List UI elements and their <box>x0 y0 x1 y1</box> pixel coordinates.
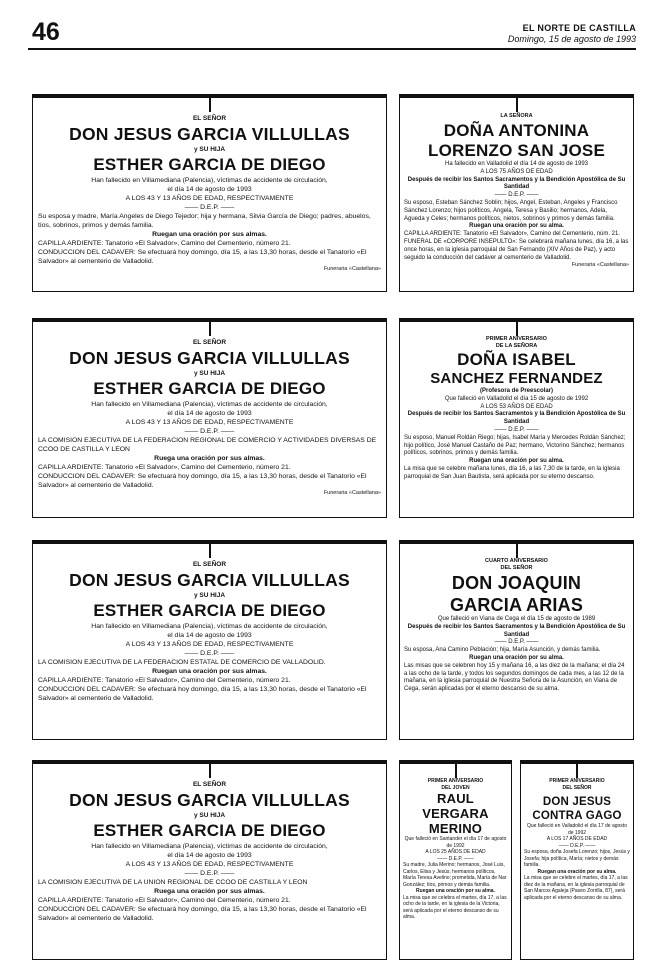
relation-label: y SU HIJA <box>193 812 226 819</box>
cross-icon <box>202 94 218 112</box>
family-text: Su esposo, Esteban Sánchez Soblin; hijos, Angel, Esteban, Angeles y Francisco Sánchez Lorenzo; hijos políticos, Angela, Teresa y Basilio; hermanos, Adela, Agueda y Celes; hermanos políticos, nietos, sobrinos y primos y demás familia. <box>404 199 618 222</box>
family-text: LA COMISION EJECUTIVA DE LA FEDERACION ESTATAL DE COMERCIO DE VALLADOLID. <box>38 659 326 666</box>
deceased-name: RAUL <box>437 791 474 806</box>
notice-label: EL SEÑOR <box>192 115 227 122</box>
death-date: el día 14 de agosto de 1993 <box>167 632 252 639</box>
deceased-surname: CONTRA GAGO <box>532 810 622 822</box>
death-line: Han fallecido en Villamediana (Palencia), víctimas de accidente de circulación, <box>91 177 328 184</box>
deceased-name: DON JESUS GARCIA VILLULLAS <box>69 348 350 368</box>
dep: —— D.E.P. —— <box>184 204 235 211</box>
funeral-home: Funeraria «Castellana» <box>323 490 381 496</box>
prayer-request: Ruegan una oración por su alma. <box>469 223 564 230</box>
death-date: el día 14 de agosto de 1993 <box>167 410 252 417</box>
issue-date: Domingo, 15 de agosto de 1993 <box>507 34 636 44</box>
deceased-name: DON JESUS GARCIA VILLULLAS <box>69 124 350 144</box>
chapel-info: CAPILLA ARDIENTE: Tanatorio «El Salvador», Camino del Cementerio, número 21. <box>38 240 291 247</box>
funeral-home: Funeraria «Castellana» <box>323 266 381 272</box>
deceased-name: DOÑA ANTONINA <box>443 121 590 140</box>
obituary-left-1 <box>32 94 387 292</box>
age: A LOS 17 AÑOS DE EDAD <box>546 836 608 842</box>
dep: —— D.E.P. —— <box>558 842 596 849</box>
chapel-info: CAPILLA ARDIENTE: Tanatorio «El Salvador», Camino del Cementerio, número 21. <box>38 464 291 471</box>
notice-label: EL SEÑOR <box>192 781 227 788</box>
ages: A LOS 43 Y 13 AÑOS DE EDAD, RESPECTIVAMENTE <box>125 861 294 868</box>
obituary-left-2 <box>32 318 387 518</box>
conduction-info: CONDUCCION DEL CADAVER: Se efectuará hoy domingo, día 15, a las 13,30 horas, desde el Tanatorio «El Salvador» al cementerio de Valladolid. <box>38 906 367 922</box>
obituary-right-5 <box>520 760 634 960</box>
obituary-left-3 <box>32 540 387 740</box>
chapel-info: CAPILLA ARDIENTE: Tanatorio «El Salvador», Camino del Cementerio, núm. 21. <box>404 231 620 238</box>
page-number: 46 <box>32 18 60 46</box>
chapel-info: CAPILLA ARDIENTE: Tanatorio «El Salvador», Camino del Cementerio, número 21. <box>38 897 291 904</box>
relation-label: y SU HIJA <box>193 370 226 377</box>
anniversary-label: PRIMER ANIVERSARIO <box>427 778 484 784</box>
ages: A LOS 43 Y 13 AÑOS DE EDAD, RESPECTIVAMENTE <box>125 641 294 648</box>
prayer-request: Ruegan una oración por su alma. <box>416 888 495 894</box>
obituary-right-3 <box>399 540 634 740</box>
cross-icon <box>509 94 525 112</box>
deceased-name: DON JESUS <box>542 796 612 808</box>
deceased-name-2: ESTHER GARCIA DE DIEGO <box>93 821 326 840</box>
ages: A LOS 43 Y 13 AÑOS DE EDAD, RESPECTIVAMENTE <box>125 195 294 202</box>
notice-label: EL SEÑOR <box>192 339 227 346</box>
deceased-surname-1: VERGARA <box>422 806 489 821</box>
notice-label: DEL JOVEN <box>441 784 470 791</box>
sacraments: Después de recibir los Santos Sacramentos y la Bendición Apostólica de Su Santidad <box>407 176 626 191</box>
deceased-name-2: ESTHER GARCIA DE DIEGO <box>93 379 326 398</box>
sacraments: Después de recibir los Santos Sacramentos y la Bendición Apostólica de Su Santidad <box>407 623 626 638</box>
family-text: LA COMISION EJECUTIVA DE LA FEDERACION REGIONAL DE COMERCIO Y ACTIVIDADES DIVERSAS DE CCOO DE CASTILLA Y LEON <box>38 437 377 453</box>
deceased-surname: SANCHEZ FERNANDEZ <box>430 370 603 387</box>
prayer-request: Ruega una oración por sus almas. <box>154 455 265 462</box>
cross-icon <box>202 540 218 558</box>
prayer-request: Ruegan una oración por su alma. <box>537 868 617 875</box>
deceased-surname: LORENZO SAN JOSE <box>427 141 605 160</box>
death-line: Que falleció en Viana de Cega el día 15 de agosto de 1989 <box>437 616 596 622</box>
cross-icon <box>569 760 585 778</box>
relation-label: y SU HIJA <box>193 592 226 599</box>
death-date: el día 14 de agosto de 1993 <box>167 852 252 859</box>
obituary-left-4 <box>32 760 387 960</box>
family-text: LA COMISION EJECUTIVA DE LA UNION REGIONAL DE CCOO DE CASTILLA Y LEON <box>38 879 308 886</box>
mass-info: La misa que se celebre el martes, día 17, a las diez de la mañana, en la iglesia parroquial de San Marcos Agaleja (Paseo Zorrilla, 87), será aplicada por el eterno descanso de su alma. <box>524 875 628 901</box>
age: A LOS 25 AÑOS DE EDAD <box>425 849 486 855</box>
dep: —— D.E.P. —— <box>184 428 235 435</box>
conduction-info: CONDUCCION DEL CADAVER: Se efectuará hoy domingo, día 15, a las 13,30 horas, desde el Tanatorio «El Salvador» al cementerio de Valladolid. <box>38 473 367 489</box>
deceased-name: DON JESUS GARCIA VILLULLAS <box>69 570 350 590</box>
family-text: Su esposa, doña Josefa Lorenzo; hijos, Jesús y Josefa; hija política, María; nietos y demás familia. <box>524 849 630 868</box>
cross-icon <box>509 318 525 336</box>
dep: —— D.E.P. —— <box>437 855 474 862</box>
newspaper-name: EL NORTE DE CASTILLA <box>522 23 636 33</box>
prayer-request: Ruegan una oración por sus almas. <box>152 231 267 238</box>
deceased-name-2: ESTHER GARCIA DE DIEGO <box>93 601 326 620</box>
conduction-info: CONDUCCION DEL CADAVER: Se efectuará hoy domingo, día 15, a las 13,30 horas, desde el Tanatorio «El Salvador» al cementerio de Valladolid. <box>38 686 367 702</box>
notice-label: DEL SEÑOR <box>562 784 592 791</box>
obituary-right-4 <box>399 760 512 960</box>
mass-info: La misa que se celebre mañana lunes, día 16, a las 7,30 de la tarde, en la iglesia parroquial de San Juan Bautista, será aplicada por su eterno descanso. <box>404 465 620 480</box>
death-line: Ha fallecido en Valladolid el día 14 de agosto de 1993 <box>445 161 588 167</box>
cross-icon <box>448 760 464 778</box>
mass-info: La misa que se celebra el martes, día 17, a las ocho de la tarde, en la iglesia de la Victoria, será aplicada por el eterno descanso de su alma. <box>403 894 507 920</box>
deceased-surname: GARCIA ARIAS <box>449 595 584 615</box>
cross-icon <box>202 760 218 778</box>
prayer-request: Ruegan una oración por su alma. <box>469 654 564 661</box>
dep: —— D.E.P. —— <box>184 870 235 877</box>
family-text: Su esposa y madre, María Angeles de Diego Tejedor; hija y hermana, Silvia García de Diego; padres, abuelos, tíos, sobrinos, primos y demás familia. <box>38 213 371 229</box>
obituary-right-2 <box>399 318 634 518</box>
cross-icon <box>202 318 218 336</box>
death-line: Han fallecido en Villamediana (Palencia), víctimas de accidente de circulación, <box>91 623 328 630</box>
anniversary-label: PRIMER ANIVERSARIO <box>486 336 547 342</box>
deceased-name: DON JOAQUIN <box>451 573 582 593</box>
death-line: Han fallecido en Villamediana (Palencia), víctimas de accidente de circulación, <box>91 843 328 850</box>
obituary-right-1 <box>399 94 634 292</box>
prayer-request: Ruegan una oración por sus almas. <box>152 668 267 675</box>
death-line: Que falleció en Valladolid el día 15 de agosto de 1992 <box>444 395 589 402</box>
anniversary-label: PRIMER ANIVERSARIO <box>549 778 605 784</box>
deceased-name: DON JESUS GARCIA VILLULLAS <box>69 790 350 810</box>
profession: (Profesora de Preescolar) <box>479 388 554 394</box>
mass-info: Las misas que se celebren hoy 15 y mañana 16, a las diez de la mañana; el día 24 a las ocho de la tarde, y todos los segundos domingos de cada mes, a las 12 de la mañana, en la iglesia parroquial de Nuestra Señora de la Asunción, en Viana de Cega, serán aplicadas por el eterno descanso de su alma. <box>404 662 625 693</box>
family-text: Su madre, Julia Merino; hermanos, José Luis, Carlos, Elisa y Jesús; hermanos políticos, María Teresa Avelino; prometida, María de Nar González; tíos, primos y demás familia. <box>403 862 507 888</box>
dep: —— D.E.P. —— <box>184 650 235 657</box>
cross-icon <box>509 540 525 558</box>
conduction-info: CONDUCCION DEL CADAVER: Se efectuará hoy domingo, día 15, a las 13,30 horas, desde el Tanatorio «El Salvador» al cementerio de Valladolid. <box>38 249 367 265</box>
age: A LOS 53 AÑOS DE EDAD <box>480 403 553 410</box>
family-text: Su esposa, Ana Camino Peblación; hija, María Asunción, y demás familia. <box>404 647 601 654</box>
death-line: Que falleció en Santander el día 17 de agosto de 1992 <box>404 836 507 849</box>
funeral-home: Funeraria «Castellana» <box>571 262 629 269</box>
chapel-info: CAPILLA ARDIENTE: Tanatorio «El Salvador», Camino del Cementerio, número 21. <box>38 677 291 684</box>
funeral-mass: FUNERAL DE «CORPORE INSEPULTO»: Se celebrará mañana lunes, día 16, a las once horas, en la iglesia parroquial de San Fernando (XIV Años de Paz), y acto seguido la conducción del cadáver al cementerio de Valladolid. <box>404 238 629 261</box>
death-line: Han fallecido en Villamediana (Palencia), víctimas de accidente de circulación, <box>91 401 328 408</box>
notice-label: EL SEÑOR <box>192 561 227 568</box>
sacraments: Después de recibir los Santos Sacramentos y la Bendición Apostólica de Su Santidad <box>407 411 626 426</box>
notice-label: LA SEÑORA <box>500 113 533 119</box>
anniversary-label: CUARTO ANIVERSARIO <box>485 558 548 564</box>
relation-label: y SU HIJA <box>193 146 226 153</box>
page-header <box>28 18 636 50</box>
ages: A LOS 43 Y 13 AÑOS DE EDAD, RESPECTIVAMENTE <box>125 419 294 426</box>
death-date: el día 14 de agosto de 1993 <box>167 186 252 193</box>
deceased-surname-2: MERINO <box>428 821 483 836</box>
prayer-request: Ruega una oración por sus almas. <box>154 888 265 895</box>
dep: —— D.E.P. —— <box>494 192 539 199</box>
age: A LOS 75 AÑOS DE EDAD <box>480 168 553 175</box>
death-line: Que falleció en Valladolid el día 17 de agosto de 1992 <box>527 823 627 836</box>
notice-label: DE LA SEÑORA <box>495 343 538 349</box>
notice-label: DEL SEÑOR <box>500 565 533 571</box>
deceased-name-2: ESTHER GARCIA DE DIEGO <box>93 155 326 174</box>
dep: —— D.E.P. —— <box>494 426 539 433</box>
prayer-request: Ruegan una oración por su alma. <box>469 458 564 465</box>
dep: —— D.E.P. —— <box>494 639 539 646</box>
deceased-name: DOÑA ISABEL <box>457 350 576 369</box>
family-text: Su esposo, Manuel Roldán Riego; hijas, Isabel María y Mercedes Roldán Sánchez; hijo político, José Manuel Castaño de Paz; hermano, Victorino Sánchez; hermanos políticos, sobrinos, primos y demás familia. <box>404 434 626 457</box>
